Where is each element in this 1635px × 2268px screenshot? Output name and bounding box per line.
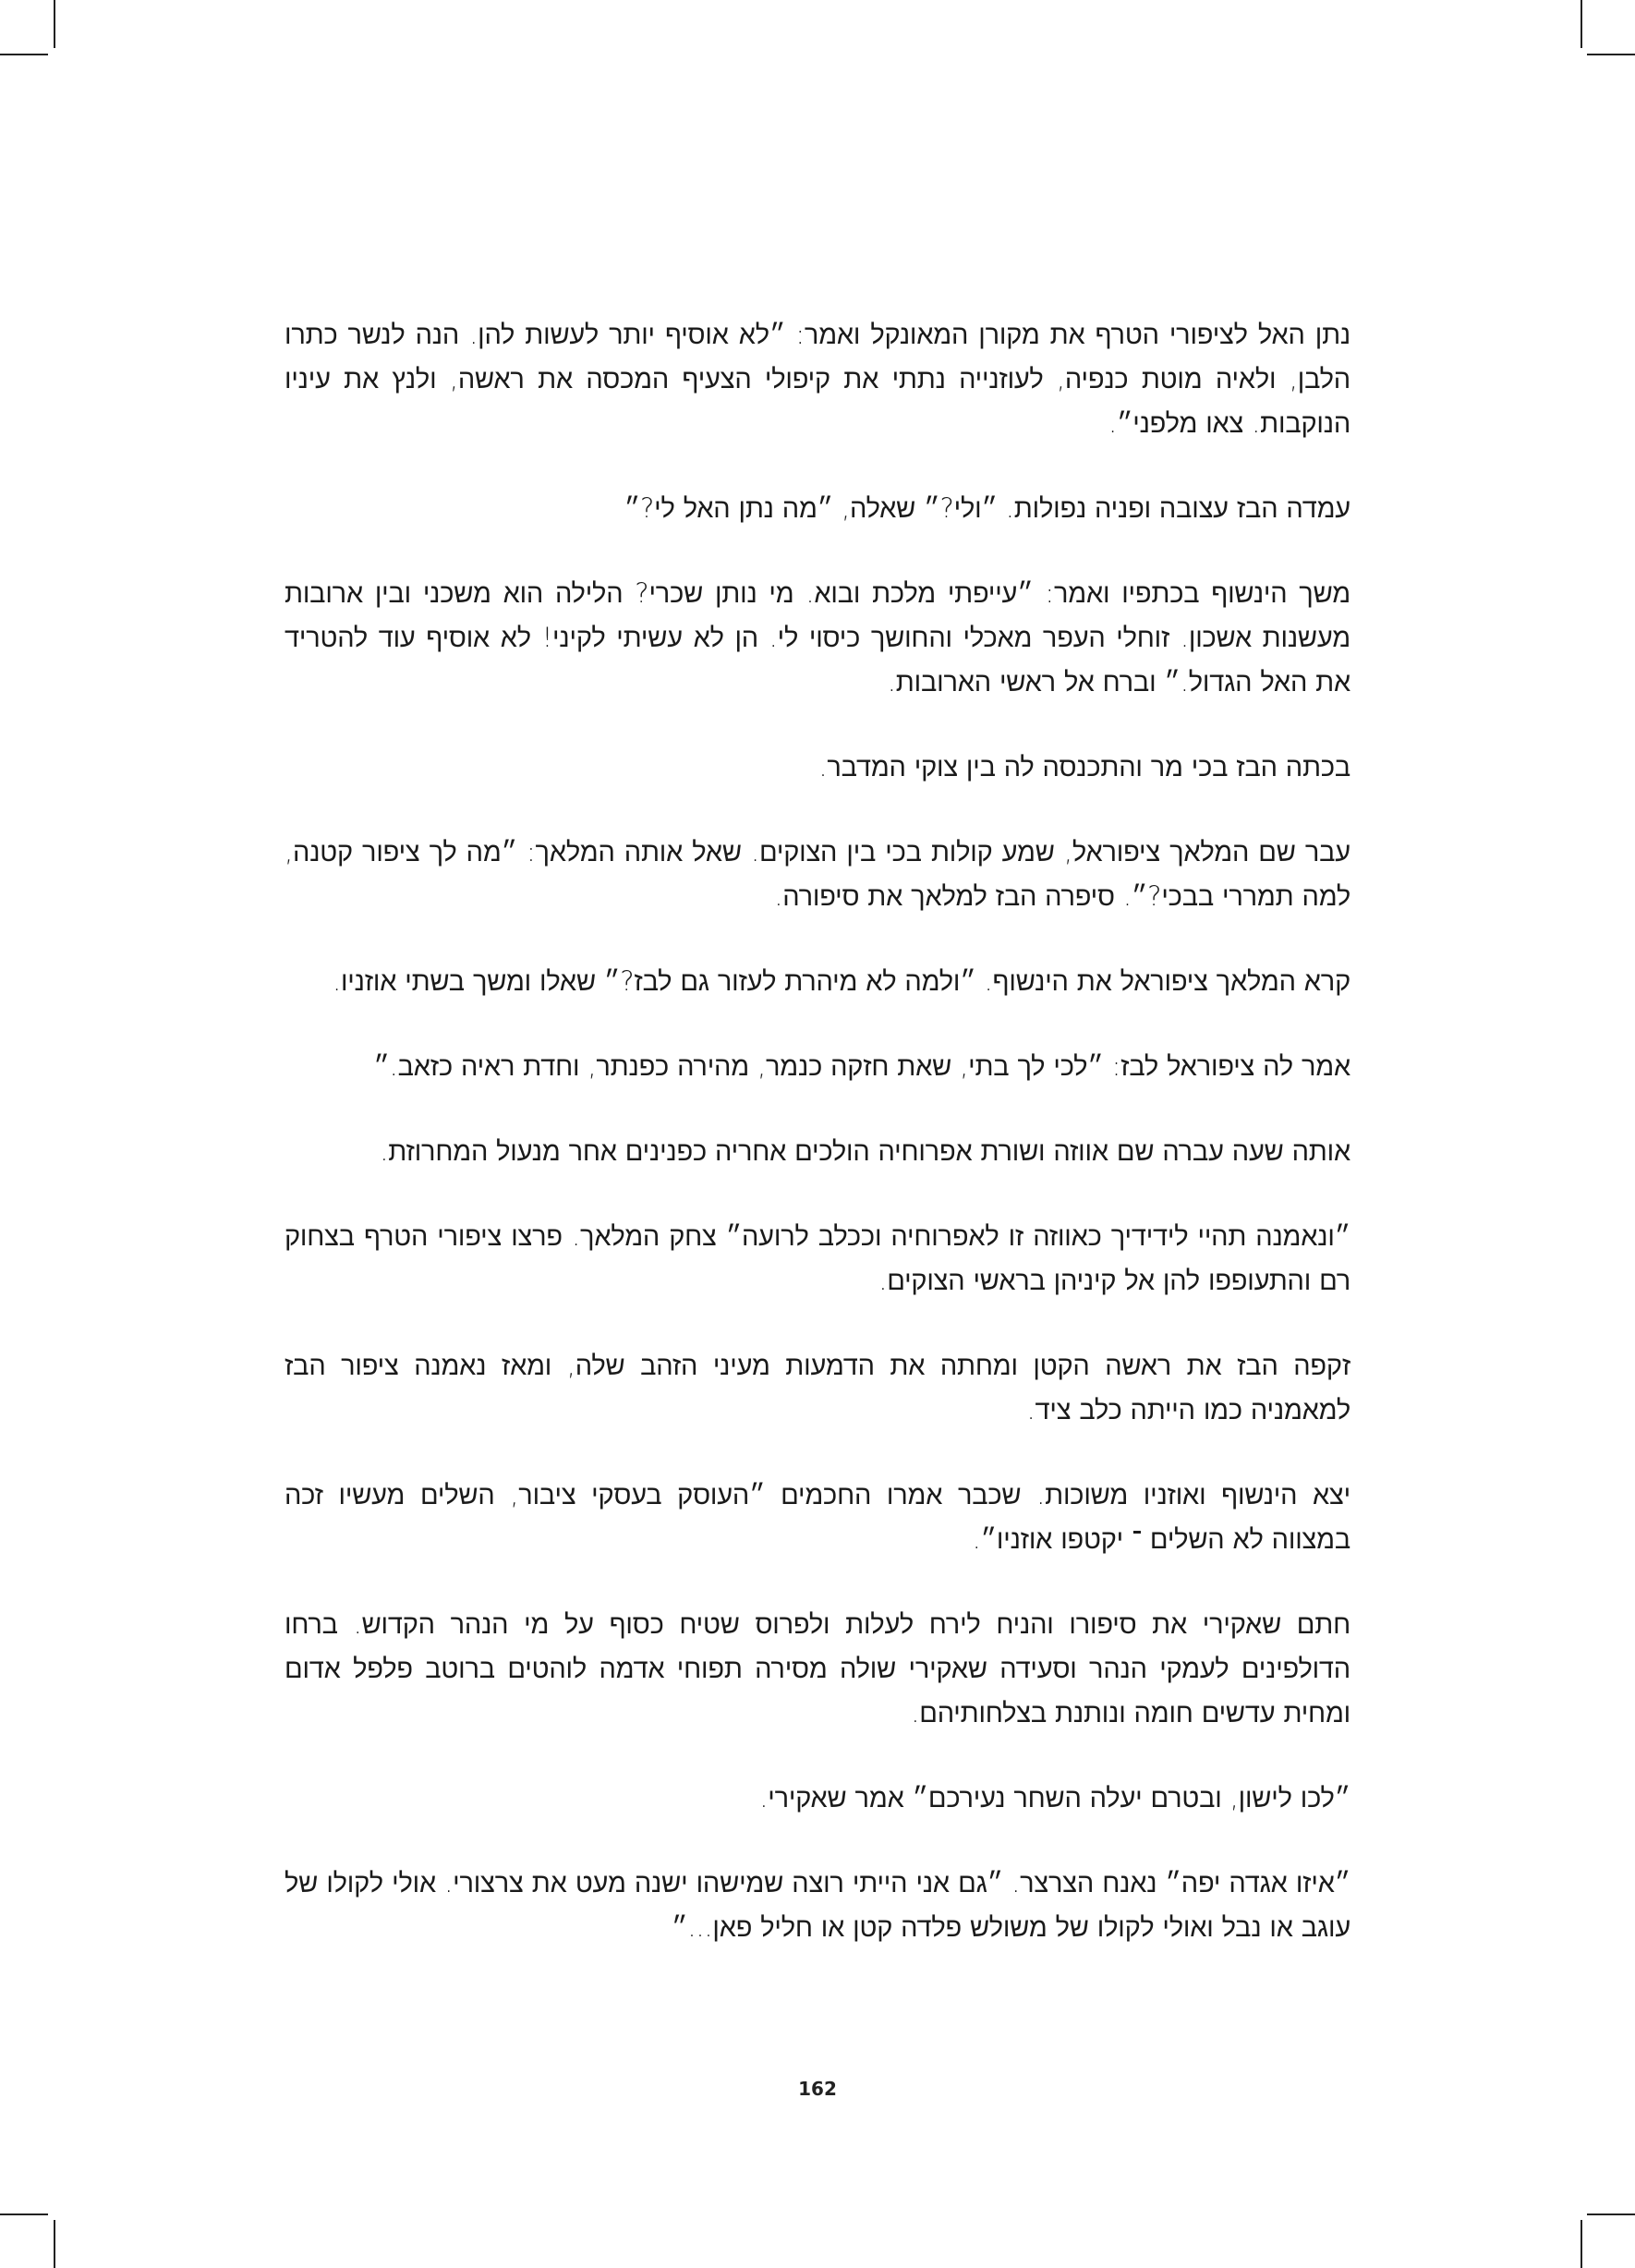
paragraph: עמדה הבז עצובה ופניה נפולות. ״ולי?״ שאלה, ״מה נתן האל לי?״	[624, 492, 1350, 524]
paragraph: משך הינשוף בכתפיו ואמר: ״עייפתי מלכת ובוא. מי נותן שכרי? הלילה הוא משכני ובין ארובות מעשנות אשכון. זוחלי העפר מאכלי והחושך כיסוי לי. הן לא עשיתי לקיני! לא אוסיף עוד להטריד את האל הגדול.״ וברח אל ראשי הארובות.	[285, 577, 1350, 697]
paragraph: נתן האל לציפורי הטרף את מקורן המאונקל ואמר: ״לא אוסיף יותר לעשות להן. הנה לנשר כתרו הלבן, ולאיה מוטת כנפיה, לעוזנייה נתתי את קיפולי הצעיף המכסה את ראשה, ולנץ את עיניו הנוקבות. צאו מלפני״.	[285, 319, 1350, 439]
paragraph: ״איזו אגדה יפה״ נאנח הצרצר. ״גם אני הייתי רוצה שמישהו ישנה מעט את צרצורי. אולי לקולו של עוגב או נבל ואולי לקולו של משולש פלדה קטן או חליל פאן...״	[285, 1867, 1350, 1943]
crop-mark-bottom-right-vertical	[1580, 2220, 1582, 2268]
paragraph: בכתה הבז בכי מר והתכנסה לה בין צוקי המדבר.	[818, 751, 1350, 782]
crop-mark-top-right-vertical	[1580, 0, 1582, 48]
paragraph: זקפה הבז את ראשה הקטן ומחתה את הדמעות מעיני הזהב שלה, ומאז נאמנה ציפור הבז למאמניה כמו הייתה כלב ציד.	[285, 1350, 1350, 1425]
body-text	[285, 312, 1350, 1990]
crop-mark-bottom-left-vertical	[54, 2220, 55, 2268]
crop-mark-top-right-horizontal	[1587, 54, 1635, 55]
crop-mark-bottom-right-horizontal	[1587, 2213, 1635, 2215]
paragraph: ״ונאמנה תהיי לידידיך כאווזה זו לאפרוחיה וככלב לרועה״ צחק המלאך. פרצו ציפורי הטרף בצחוק רם והתעופפו להן אל קיניהן בראשי הצוקים.	[285, 1220, 1350, 1296]
paragraph: יצא הינשוף ואוזניו משוכות. שכבר אמרו החכמים ״העוסק בעסקי ציבור, השלים מעשיו זכה במצווה לא השלים ־ יקטפו אוזניו״.	[285, 1479, 1350, 1555]
crop-mark-top-left-horizontal	[0, 54, 48, 55]
paragraph: חתם שאקירי את סיפורו והניח לירח לעלות ולפרוס שטיח כסוף על מי הנהר הקדוש. ברחו הדולפינים לעמקי הנהר וסעידה שאקירי שולה מסירה תפוחי אדמה לוהטים ברוטב פלפל אדום ומחית עדשים חומה ונותנת בצלחותיהם.	[285, 1608, 1350, 1728]
paragraph: עבר שם המלאך ציפוראל, שמע קולות בכי בין הצוקים. שאל אותה המלאך: ״מה לך ציפור קטנה, למה תמררי בבכי?״. סיפרה הבז למלאך את סיפורה.	[285, 836, 1350, 912]
paragraph: אותה שעה עברה שם אווזה ושורת אפרוחיה הולכים אחריה כפנינים אחר מנעול המחרוזת.	[380, 1135, 1350, 1167]
paragraph: ״לכו לישון, ובטרם יעלה השחר נעירכם״ אמר שאקירי.	[759, 1782, 1350, 1813]
paragraph: קרא המלאך ציפוראל את הינשוף. ״ולמה לא מיהרת לעזור גם לבז?״ שאלו ומשך בשתי אוזניו.	[332, 965, 1350, 997]
page-number: 162	[798, 2078, 837, 2100]
crop-mark-bottom-left-horizontal	[0, 2213, 48, 2215]
paragraph: אמר לה ציפוראל לבז: ״לכי לך בתי, שאת חזקה כנמר, מהירה כפנתר, וחדת ראיה כזאב.״	[373, 1050, 1350, 1082]
crop-mark-top-left-vertical	[54, 0, 55, 48]
